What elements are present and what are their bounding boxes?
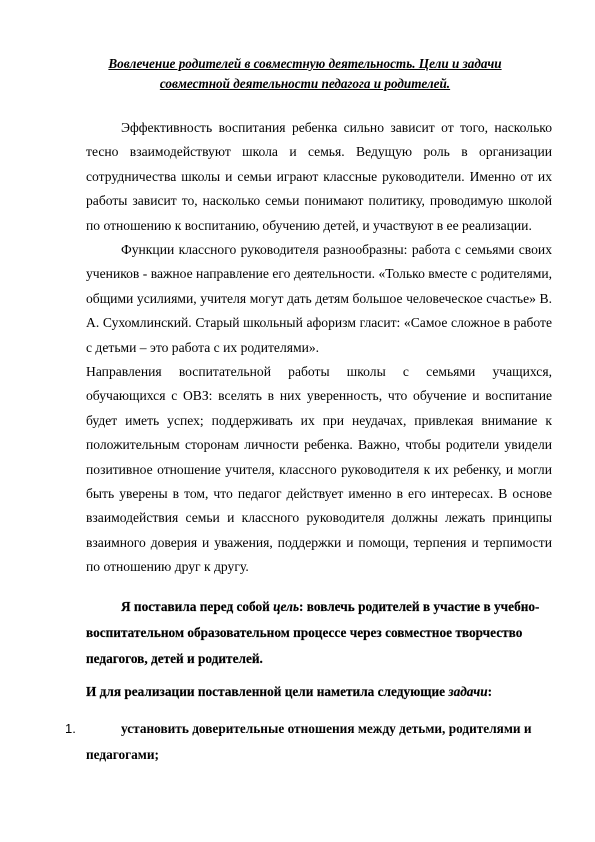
tasks-intro-suffix: :	[487, 684, 493, 699]
paragraph-work-directions: Направления воспитательной работы школы с семьями учащихся, обучающихся с ОВЗ: вселять в них уверенность, что обучение и воспитание будет иметь успех; поддерживать их при неудачах, привлекая внимание к положительным сторонам личности ребенка. Важно, чтобы родители увидели позитивное отношение учителя, классного руководителя к их ребенку, и могли быть уверены в том, что педагог действует именно в его интересах. В основе взаимодействия семьи и классного руководителя должны лежать принципы взаимного доверия и уважения, поддержки и помощи, терпения и терпимости по отношению друг к другу.	[86, 364, 552, 575]
tasks-keyword: задачи	[448, 684, 488, 699]
list-item-text: установить доверительные отношения между детьми, родителями и педагогами;	[86, 721, 532, 762]
document-title	[90, 54, 520, 94]
paragraph-class-teacher-functions: Функции классного руководителя разнообразны: работа с семьями своих учеников - важное направление его деятельности. «Только вместе с родителями, общими усилиями, учителя могут дать детям большое человеческое счастье» В. А. Сухомлинский. Старый школьный афоризм гласит: «Самое сложное в работе с детьми – это работа с их родителями».	[86, 242, 552, 355]
goal-keyword: цель	[273, 599, 300, 614]
goal-paragraph	[86, 594, 552, 672]
goal-text: : вовлечь родителей в участие в учебно-воспитательном образовательном процессе через совместное творчество педагогов, детей и родителей.	[86, 599, 540, 666]
goal-prefix: Я поставила перед собой	[121, 599, 274, 614]
list-item-number: 1.	[65, 721, 76, 736]
paragraph-school-family: Эффективность воспитания ребенка сильно зависит от того, насколько тесно взаимодействуют школа и семья. Ведущую роль в организации сотрудничества школы и семьи играют классные руководители. Именно от их работы зависит то, насколько семьи понимают политику, проводимую школой по отношению к воспитанию, обучению детей, и участвуют в ее реализации.	[86, 120, 552, 233]
title-line-2: совместной деятельности педагога и родителей.	[159, 76, 451, 91]
title-line-1: Вовлечение родителей в совместную деятельность. Цели и задачи	[108, 56, 502, 71]
tasks-intro-paragraph	[86, 679, 552, 705]
tasks-intro-text: И для реализации поставленной цели наметила следующие	[86, 684, 449, 699]
